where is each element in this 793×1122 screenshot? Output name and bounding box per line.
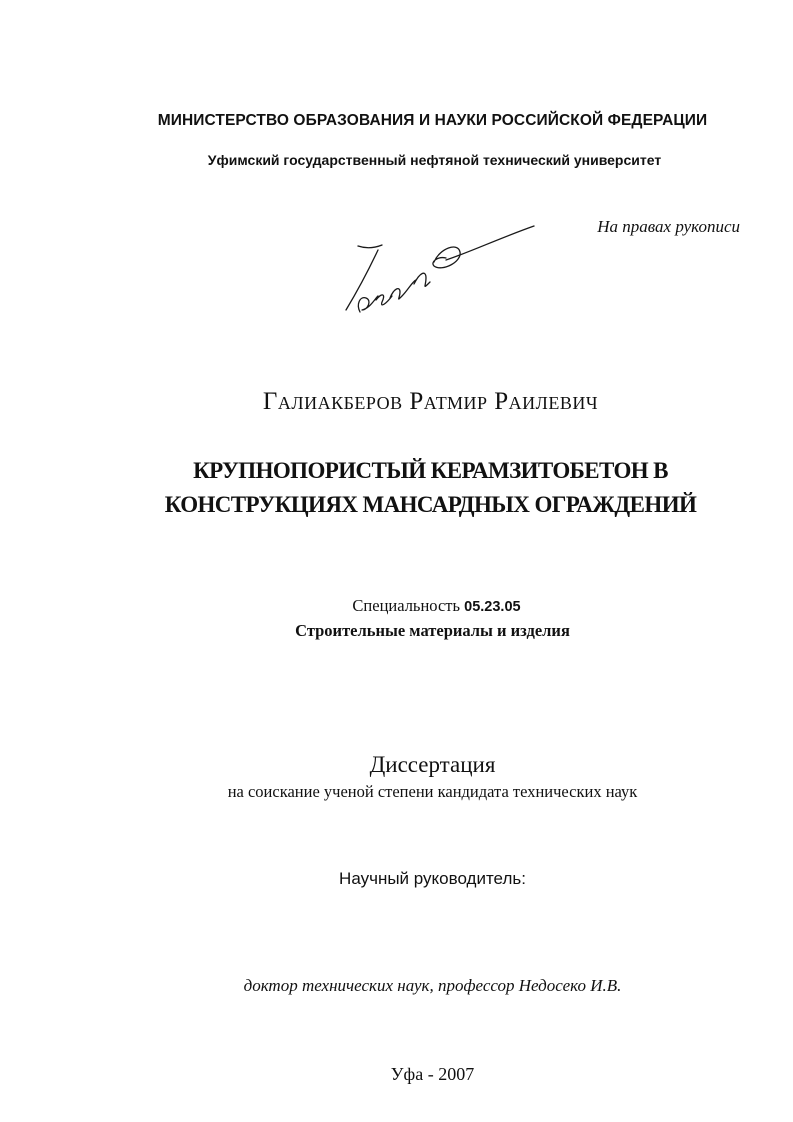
manuscript-note: На правах рукописи [597,217,740,236]
signature-stroke [446,226,534,260]
signature-stroke [414,273,430,286]
specialty-code: 05.23.05 [464,599,521,615]
degree-description: на соискание ученой степени кандидата технических наук [227,782,638,801]
university-name: Уфимский государственный нефтяной технический университет [207,152,662,168]
signature-stroke [390,280,416,299]
author-signature [330,212,540,327]
specialty-label: Специальность [352,596,461,615]
document-type: Диссертация [369,752,496,777]
city-year: Уфа - 2007 [390,1064,475,1084]
signature-stroke [358,245,382,248]
specialty-line [40,596,793,616]
advisor-label: Научный руководитель: [339,869,526,888]
specialty-name: Строительные материалы и изделия [295,621,570,640]
signature-stroke [358,296,378,312]
thesis-title-line-2: КОНСТРУКЦИЯХ МАНСАРДНЫХ ОГРАЖДЕНИЙ [164,492,697,517]
signature-stroke [376,295,392,305]
thesis-title-line-1: КРУПНОПОРИСТЫЙ КЕРАМЗИТОБЕТОН В [193,458,668,483]
ministry-heading: МИНИСТЕРСТВО ОБРАЗОВАНИЯ И НАУКИ РОССИЙСКОЙ ФЕДЕРАЦИИ [157,112,708,129]
author-name: Галиакберов Ратмир Раилевич [262,388,599,415]
advisor-name: доктор технических наук, профессор Недосеко И.В. [243,976,622,995]
signature-stroke [433,247,460,268]
